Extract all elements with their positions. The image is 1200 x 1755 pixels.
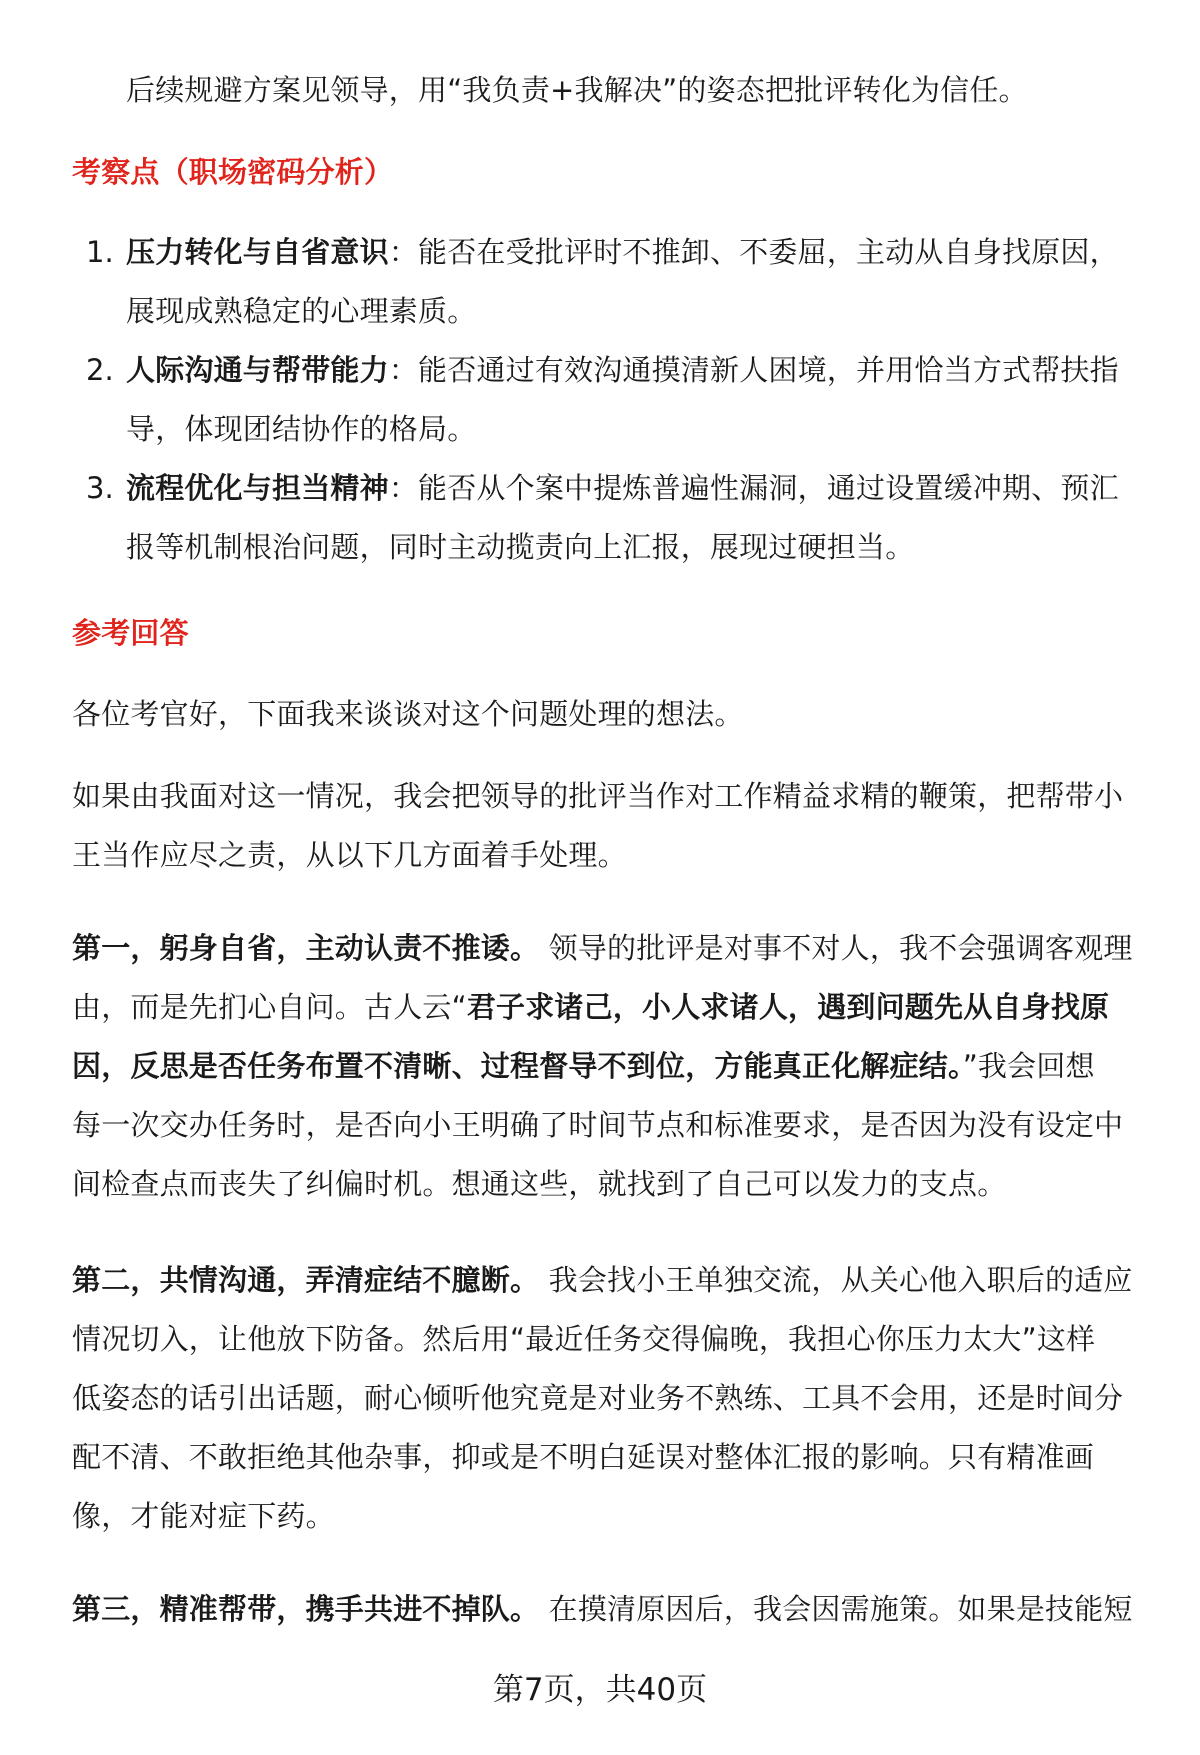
item-number: 3. — [86, 471, 114, 505]
item-line — [126, 350, 1119, 390]
paragraph-text: 在摸清原因后，我会因需施策。如果是技能短 — [548, 1592, 1133, 1626]
paragraph-3-line-5: 像，才能对症下药。 — [72, 1499, 335, 1533]
item-number: 2. — [86, 353, 114, 387]
paragraph-2-line-3 — [72, 1046, 1095, 1086]
paragraph-4-line-1 — [72, 1589, 1133, 1629]
analysis-heading: 考察点（职场密码分析） — [72, 155, 394, 189]
paragraph-text: ”我会回想 — [962, 1049, 1095, 1083]
item-title: 流程优化与担当精神 — [126, 471, 389, 505]
paragraph-2-line-4: 每一次交办任务时，是否向小王明确了时间节点和标准要求，是否因为没有设定中 — [72, 1108, 1124, 1142]
greeting: 各位考官好，下面我来谈谈对这个问题处理的想法。 — [72, 697, 744, 731]
answer-heading: 参考回答 — [72, 616, 189, 650]
paragraph-2-line-1 — [72, 928, 1133, 968]
paragraph-2-line-2 — [72, 987, 1109, 1027]
item-text: ：能否在受批评时不推卸、不委屈，主动从自身找原因， — [388, 235, 1119, 269]
quote-text: 因，反思是否任务布置不清晰、过程督导不到位，方能真正化解症结。 — [72, 1049, 963, 1083]
paragraph-3-line-3: 低姿态的话引出话题，耐心倾听他究竟是对业务不熟练、工具不会用，还是时间分 — [72, 1381, 1124, 1415]
paragraph-2-line-5: 间检查点而丧失了纠偏时机。想通这些，就找到了自己可以发力的支点。 — [72, 1167, 1007, 1201]
item-number: 1. — [86, 235, 114, 269]
paragraph-1-line-1: 如果由我面对这一情况，我会把领导的批评当作对工作精益求精的鞭策，把帮带小 — [72, 779, 1124, 813]
quote-text: 君子求诸己，小人求诸人，遇到问题先从自身找原 — [466, 990, 1110, 1024]
item-line-2: 导，体现团结协作的格局。 — [126, 412, 477, 446]
paragraph-3-line-2: 情况切入，让他放下防备。然后用“最近任务交得偏晚，我担心你压力太大”这样 — [72, 1322, 1096, 1356]
paragraph-1-line-2: 王当作应尽之责，从以下几方面着手处理。 — [72, 838, 627, 872]
intro-line: 后续规避方案见领导，用“我负责+我解决”的姿态把批评转化为信任。 — [126, 73, 1028, 107]
item-line — [126, 232, 1119, 272]
item-line-2: 报等机制根治问题，同时主动揽责向上汇报，展现过硬担当。 — [126, 530, 915, 564]
paragraph-lead: 第三，精准帮带，携手共进不掉队。 — [72, 1592, 540, 1626]
item-line — [126, 468, 1119, 508]
item-title: 压力转化与自省意识 — [126, 235, 389, 269]
paragraph-text: 由，而是先扪心自问。古人云“ — [72, 990, 467, 1024]
paragraph-text: 我会找小王单独交流，从关心他入职后的适应 — [548, 1263, 1133, 1297]
paragraph-lead: 第一，躬身自省，主动认责不推诿。 — [72, 931, 540, 965]
page-footer: 第7页，共40页 — [492, 1672, 708, 1708]
item-title: 人际沟通与帮带能力 — [126, 353, 389, 387]
paragraph-3-line-4: 配不清、不敢拒绝其他杂事，抑或是不明白延误对整体汇报的影响。只有精准画 — [72, 1440, 1095, 1474]
paragraph-text: 领导的批评是对事不对人，我不会强调客观理 — [548, 931, 1133, 965]
paragraph-lead: 第二，共情沟通，弄清症结不臆断。 — [72, 1263, 540, 1297]
item-text: ：能否从个案中提炼普遍性漏洞，通过设置缓冲期、预汇 — [388, 471, 1119, 505]
item-line-2: 展现成熟稳定的心理素质。 — [126, 294, 477, 328]
paragraph-3-line-1 — [72, 1260, 1133, 1300]
item-text: ：能否通过有效沟通摸清新人困境，并用恰当方式帮扶指 — [388, 353, 1119, 387]
